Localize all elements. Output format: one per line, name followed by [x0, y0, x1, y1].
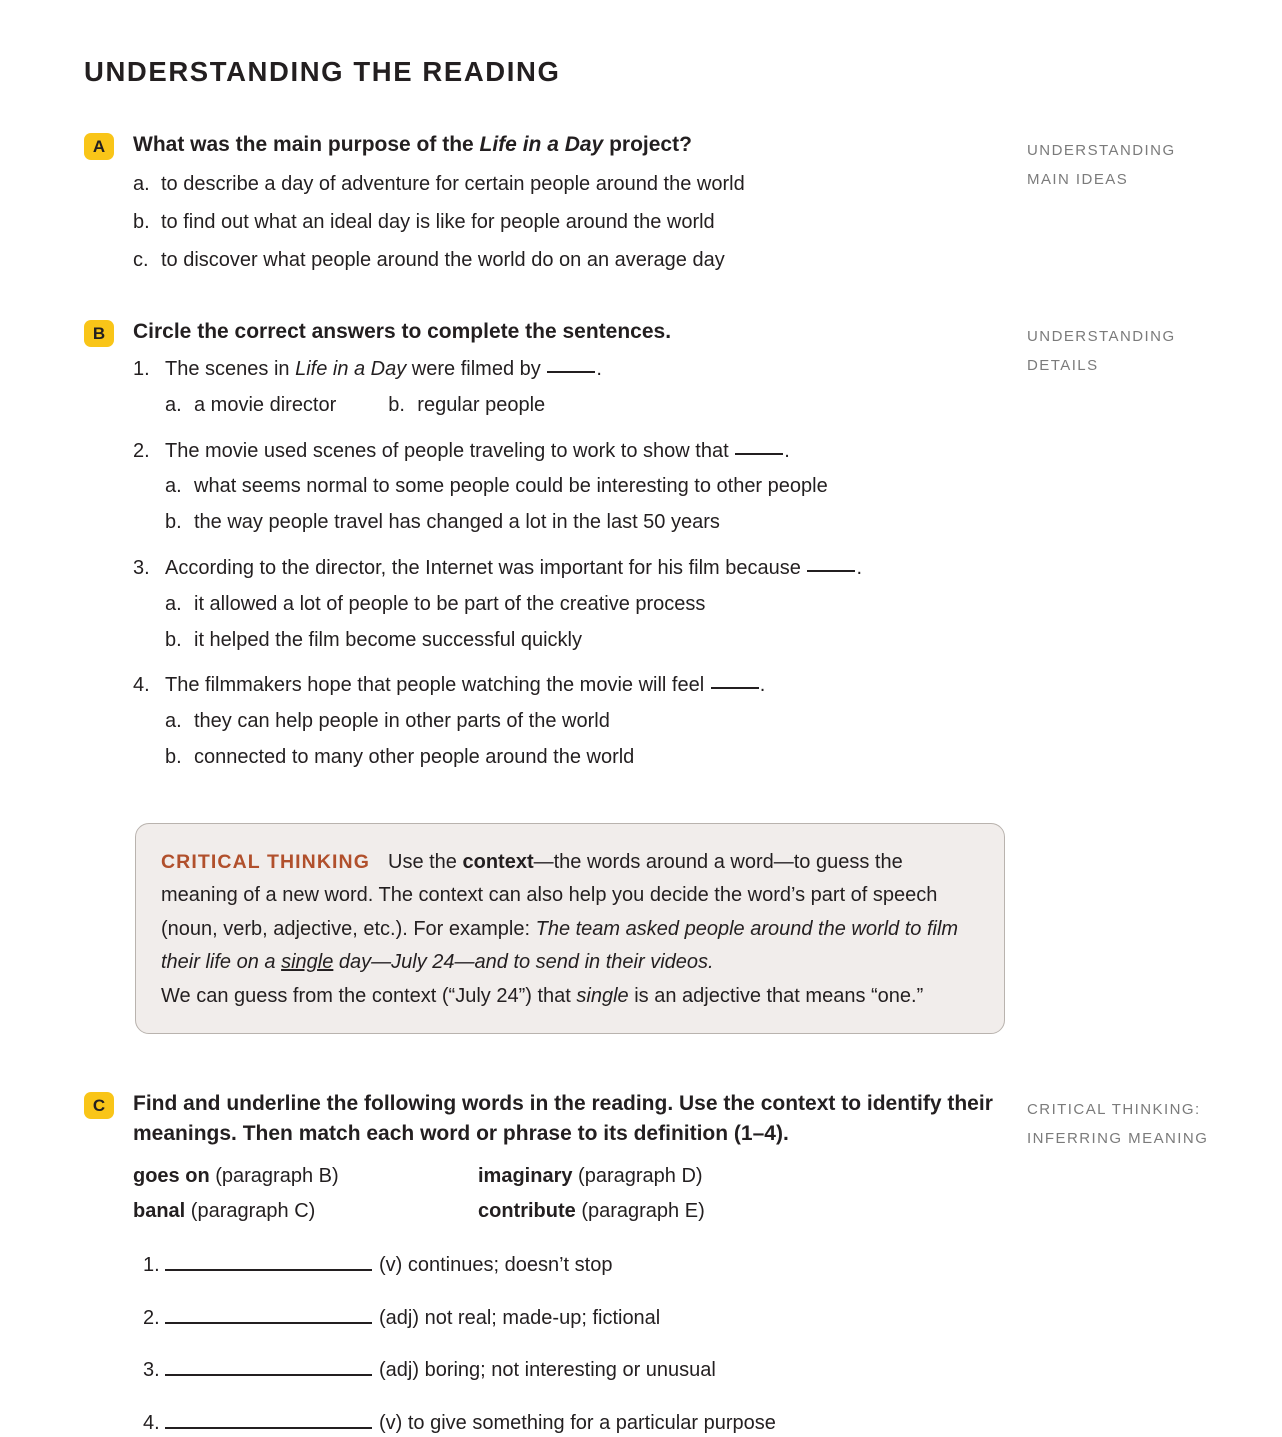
ct-example-italic-2: day—July 24—and to send in their videos. [333, 951, 714, 974]
option-letter: b. [165, 745, 182, 768]
exercise-b-header [84, 317, 1014, 347]
question-item [133, 438, 1014, 536]
question-text [165, 555, 1014, 582]
option-row[interactable] [165, 509, 1014, 536]
option-text: connected to many other people around the world [194, 745, 635, 768]
option-text: regular people [417, 393, 546, 416]
exercise-badge-b: B [84, 320, 114, 347]
question-stem [133, 438, 1014, 465]
word-bank-item [133, 1194, 478, 1230]
ct-example-underlined-word: single [281, 951, 334, 974]
question-item [133, 672, 1014, 770]
question-stem [133, 555, 1014, 582]
question-text [165, 356, 1014, 383]
exercise-c-header [84, 1089, 1034, 1149]
word-bank-source: (paragraph D) [572, 1164, 703, 1187]
ct-text-bold: context [462, 851, 534, 873]
option-text: it helped the film become successful quickly [194, 628, 582, 651]
option-letter: b. [165, 628, 182, 651]
option-row[interactable] [165, 627, 1014, 654]
exercise-a-prompt [133, 130, 692, 160]
exercise-b-prompt: Circle the correct answers to complete the sentences. [133, 320, 672, 343]
question-stem-end: . [759, 674, 766, 697]
word-bank-word: banal [133, 1200, 186, 1223]
option-letter: c. [133, 248, 149, 271]
question-stem-end: . [784, 439, 790, 462]
word-bank-item [478, 1159, 823, 1195]
definition-answer-blank[interactable] [165, 1255, 372, 1271]
word-bank-word: imaginary [478, 1164, 573, 1187]
option-text: they can help people in other parts of the world [194, 710, 610, 733]
question-stem-part1: According to the director, the Internet was important for his film because [165, 556, 807, 579]
question-inline-options [133, 392, 1014, 419]
question-number: 2. [133, 439, 150, 462]
exercise-b [84, 317, 1014, 771]
question-stem-end: . [856, 556, 862, 579]
option-text: it allowed a lot of people to be part of the creative process [194, 592, 706, 615]
margin-label-line-2: MAIN IDEAS [1027, 170, 1129, 188]
margin-label-line-1: CRITICAL THINKING: [1027, 1101, 1201, 1118]
question-options [133, 708, 1014, 771]
definition-text: (adj) boring; not interesting or unusual [379, 1359, 716, 1382]
word-bank-item [133, 1159, 478, 1195]
definition-row [133, 1357, 1034, 1384]
ct-text-2: —the words around a word—to guess the meaning of a new word. The context can also help you decide the word’s part of speech (noun, verb, adjective, etc.). For example: [161, 851, 938, 940]
margin-label-line-2: DETAILS [1027, 356, 1099, 374]
question-number: 4. [133, 674, 150, 697]
exercise-a-prompt-part2: project? [603, 133, 692, 156]
definition-text: (v) continues; doesn’t stop [379, 1253, 613, 1276]
exercise-c-prompt-line2: meanings. Then match each word or phrase to its definition (1–4). [133, 1121, 789, 1145]
option-letter: a. [165, 393, 182, 416]
page-title: UNDERSTANDING THE READING [84, 56, 561, 87]
option-letter: b. [388, 393, 405, 416]
question-number: 1. [133, 358, 150, 380]
definition-number: 3. [143, 1359, 160, 1382]
question-options [133, 473, 1014, 536]
option-row[interactable] [133, 247, 1014, 274]
answer-blank[interactable] [807, 570, 855, 572]
answer-blank[interactable] [735, 453, 783, 455]
option-row[interactable] [165, 744, 1014, 771]
option-letter: a. [165, 475, 182, 498]
option-row[interactable] [133, 209, 1014, 236]
exercise-a-prompt-part1: What was the main purpose of the [133, 133, 480, 156]
option-text: the way people travel has changed a lot in the last 50 years [194, 511, 720, 534]
margin-label-line-1: UNDERSTANDING [1027, 142, 1176, 159]
question-stem-part1: The scenes in [165, 358, 296, 380]
definition-number: 1. [143, 1253, 160, 1276]
critical-thinking-tag: CRITICAL THINKING [161, 851, 370, 873]
critical-thinking-callout [135, 823, 1005, 1034]
question-item [133, 555, 1014, 653]
ct-text-3: We can guess from the context (“July 24”) that [161, 984, 577, 1007]
option-letter: a. [133, 173, 150, 195]
option-row[interactable] [388, 392, 545, 419]
question-stem-part1: The movie used scenes of people traveling to work to show that [165, 439, 735, 462]
exercise-a-header [84, 130, 1014, 160]
ct-text-4: is an adjective that means “one.” [628, 984, 924, 1007]
option-letter: b. [165, 511, 182, 534]
margin-label-critical-thinking-inferring-meaning [1027, 1096, 1267, 1153]
ct-example-italic-1: The team asked people around the world to film their life on a [161, 917, 959, 974]
option-row[interactable] [165, 392, 336, 419]
option-text: to discover what people around the world do on an average day [161, 248, 725, 271]
definition-answer-blank[interactable] [165, 1360, 372, 1376]
option-text: a movie director [194, 393, 337, 416]
word-bank-source: (paragraph B) [209, 1164, 339, 1187]
ct-text-1: Use the [388, 851, 463, 873]
question-stem-part2: were filmed by [406, 358, 547, 380]
option-text: to find out what an ideal day is like for people around the world [161, 210, 715, 233]
ct-text-italic-word: single [576, 984, 629, 1007]
exercise-b-questions [133, 356, 1014, 771]
exercise-a-prompt-italic: Life in a Day [479, 133, 604, 156]
answer-blank[interactable] [547, 371, 595, 373]
question-stem-end: . [596, 358, 602, 380]
exercise-c [84, 1089, 1034, 1437]
definition-match-list [133, 1252, 1034, 1437]
exercise-badge-c: C [84, 1092, 114, 1119]
option-letter: a. [165, 592, 182, 615]
definition-answer-blank[interactable] [165, 1413, 372, 1429]
definition-text: (v) to give something for a particular purpose [379, 1412, 776, 1435]
option-letter: a. [165, 710, 182, 733]
option-text: what seems normal to some people could be interesting to other people [194, 475, 828, 498]
word-bank [133, 1159, 853, 1230]
exercise-c-prompt [133, 1089, 1013, 1149]
question-stem [133, 672, 1014, 699]
question-stem [133, 356, 1014, 383]
definition-row [133, 1252, 1034, 1279]
question-stem-italic: Life in a Day [295, 358, 407, 380]
exercise-a [84, 130, 1014, 273]
critical-thinking-text [161, 846, 979, 1013]
option-row[interactable] [165, 473, 1014, 500]
definition-row [133, 1305, 1034, 1332]
margin-label-understanding-details [1027, 323, 1267, 380]
option-row[interactable] [165, 708, 1014, 735]
exercise-badge-a: A [84, 133, 114, 160]
answer-blank[interactable] [711, 687, 759, 689]
margin-label-line-1: UNDERSTANDING [1027, 328, 1176, 345]
question-item [133, 356, 1014, 419]
margin-label-line-2: INFERRING MEANING [1027, 1129, 1209, 1147]
question-text [165, 672, 1014, 699]
question-number: 3. [133, 556, 150, 579]
definition-row [133, 1410, 1034, 1437]
margin-label-understanding-main-ideas [1027, 137, 1267, 194]
exercise-a-options [133, 171, 1014, 273]
word-bank-item [478, 1194, 823, 1230]
exercise-c-prompt-line1: Find and underline the following words in the reading. Use the context to identify their [133, 1092, 993, 1115]
word-bank-source: (paragraph E) [575, 1200, 705, 1223]
option-letter: b. [133, 210, 150, 233]
definition-number: 2. [143, 1306, 160, 1329]
word-bank-source: (paragraph C) [185, 1200, 316, 1223]
option-text: to describe a day of adventure for certain people around the world [161, 173, 745, 195]
question-options [133, 591, 1014, 654]
word-bank-word: goes on [133, 1164, 210, 1187]
option-row[interactable] [133, 171, 1014, 198]
question-text [165, 438, 1014, 465]
definition-number: 4. [143, 1412, 160, 1435]
option-row[interactable] [165, 591, 1014, 618]
word-bank-word: contribute [478, 1200, 576, 1223]
question-stem-part1: The filmmakers hope that people watching the movie will feel [165, 674, 710, 697]
definition-answer-blank[interactable] [165, 1308, 372, 1324]
definition-text: (adj) not real; made-up; fictional [379, 1306, 661, 1329]
